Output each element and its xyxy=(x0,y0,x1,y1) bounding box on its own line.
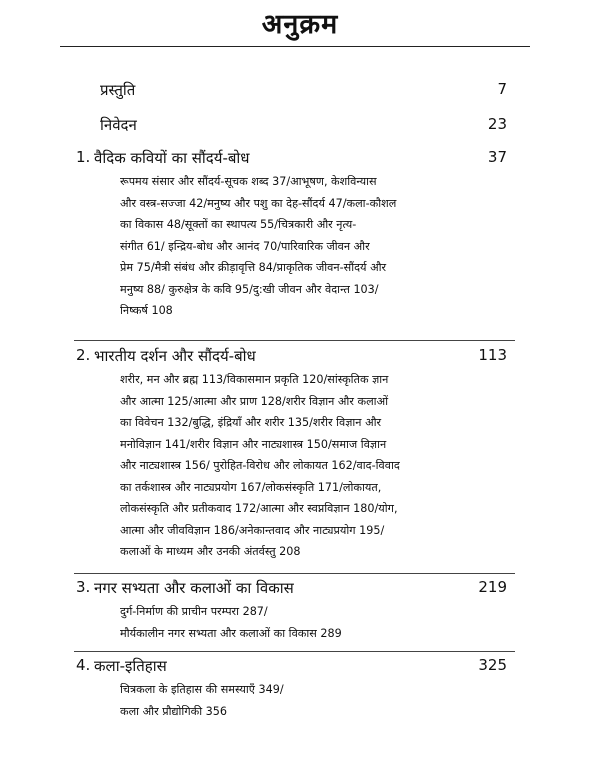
chapter-page: 219 xyxy=(478,578,507,596)
topic-line: का विवेचन 132/बुद्धि, इंद्रियाँ और शरीर 135/शरीर विज्ञान और xyxy=(120,416,382,429)
topic-line: और नाट्यशास्त्र 156/ पुरोहित-विरोध और लोकायत 162/वाद-विवाद xyxy=(120,459,400,472)
toc-entry-label: निवेदन xyxy=(100,116,137,134)
topic-line: मौर्यकालीन नगर सभ्यता और कलाओं का विकास 289 xyxy=(120,626,342,640)
topic-line: संगीत 61/ इन्द्रिय-बोध और आनंद 70/पारिवारिक जीवन और xyxy=(120,239,370,253)
chapter-number: 3. xyxy=(76,578,91,596)
topic-line: का तर्कशास्त्र और नाट्यप्रयोग 167/लोकसंस्कृति 171/लोकायत, xyxy=(120,480,382,494)
chapter-2-topics xyxy=(120,369,460,563)
topic-line: मनुष्य 88/ कुरुक्षेत्र के कवि 95/दु:खी जीवन और वेदान्त 103/ xyxy=(120,282,379,296)
page-title: अनुक्रम xyxy=(261,9,339,40)
chapter-title: वैदिक कवियों का सौंदर्य-बोध xyxy=(94,149,250,167)
topic-line: कला और प्रौद्योगिकी 356 xyxy=(120,704,228,718)
chapter-title: कला-इतिहास xyxy=(94,657,167,675)
topic-line: चित्रकला के इतिहास की समस्याएँ 349/ xyxy=(120,683,284,696)
chapter-3-topics xyxy=(120,601,460,644)
chapter-divider xyxy=(74,651,515,652)
topic-line: निष्कर्ष 108 xyxy=(120,304,173,317)
chapter-divider xyxy=(74,340,515,341)
chapter-number: 2. xyxy=(76,346,91,364)
chapter-number: 1. xyxy=(76,148,91,166)
topic-line: लोकसंस्कृति और प्रतीकवाद 172/आत्मा और स्वप्नविज्ञान 180/योग, xyxy=(120,502,398,515)
chapter-title: भारतीय दर्शन और सौंदर्य-बोध xyxy=(94,347,256,365)
toc-entry-page: 23 xyxy=(487,115,507,133)
chapter-number: 4. xyxy=(76,656,91,674)
topic-line: मनोविज्ञान 141/शरीर विज्ञान और नाट्यशास्त्र 150/समाज विज्ञान xyxy=(120,437,387,451)
topic-line: का विकास 48/सूक्तों का स्थापत्य 55/चित्रकारी और नृत्य- xyxy=(120,218,357,231)
chapter-4-topics xyxy=(120,679,460,722)
topic-line: शरीर, मन और ब्रह्म 113/विकासमान प्रकृति 120/सांस्कृतिक ज्ञान xyxy=(120,373,389,386)
chapter-divider xyxy=(74,573,515,574)
chapter-page: 325 xyxy=(478,656,507,674)
topic-line: आत्मा और जीवविज्ञान 186/अनेकान्तवाद और नाट्यप्रयोग 195/ xyxy=(120,523,385,537)
toc-entry-label: प्रस्तुति xyxy=(100,81,136,99)
topic-line: दुर्ग-निर्माण की प्राचीन परम्परा 287/ xyxy=(120,605,268,618)
topic-line: कलाओं के माध्यम और उनकी अंतर्वस्तु 208 xyxy=(120,545,301,558)
topic-line: प्रेम 75/मैत्री संबंध और क्रीड़ावृत्ति 84/प्राकृतिक जीवन-सौंदर्य और xyxy=(120,261,387,274)
topic-line: और वस्त्र-सज्जा 42/मनुष्य और पशु का देह-सौंदर्य 47/कला-कौशल xyxy=(120,196,397,210)
chapter-page: 113 xyxy=(478,346,507,364)
toc-entry-page: 7 xyxy=(497,80,507,98)
chapter-page: 37 xyxy=(487,148,507,166)
chapter-title: नगर सभ्यता और कलाओं का विकास xyxy=(94,579,294,597)
title-underline xyxy=(60,46,530,47)
topic-line: और आत्मा 125/आत्मा और प्राण 128/शरीर विज्ञान और कलाओं xyxy=(120,394,388,408)
topic-line: रूपमय संसार और सौंदर्य-सूचक शब्द 37/आभूषण, केशविन्यास xyxy=(120,175,377,188)
chapter-1-topics xyxy=(120,171,460,322)
